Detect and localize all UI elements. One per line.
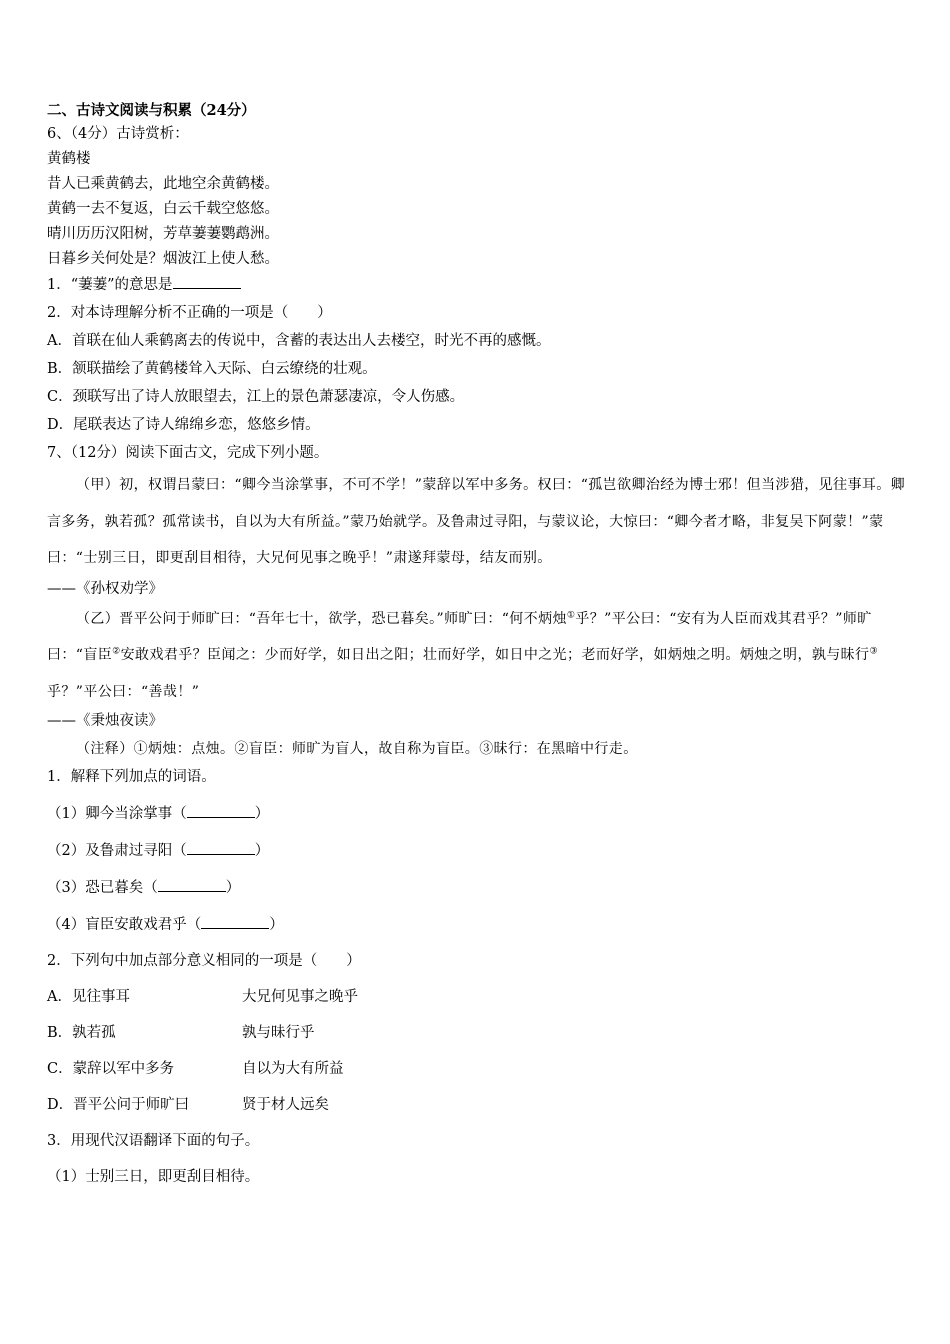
poem-line: 日暮乡关何处是？烟波江上使人愁。 bbox=[47, 251, 279, 267]
close-paren: ） bbox=[225, 880, 241, 897]
q7-sub2-option-b bbox=[47, 1023, 907, 1043]
poem-line: 黄鹤一去不复返，白云千载空悠悠。 bbox=[47, 201, 279, 217]
passage-b-part1: （乙）晋平公问于师旷曰：“吾年七十，欲学，恐已暮矣。”师旷曰：“何不炳烛 bbox=[76, 610, 567, 627]
q6-option-c: C．颈联写出了诗人放眼望去，江上的景色萧瑟凄凉，令人伤感。 bbox=[47, 389, 465, 405]
q6-option-a: A．首联在仙人乘鹤离去的传说中，含蓄的表达出人去楼空，时光不再的感慨。 bbox=[47, 333, 551, 349]
q7-sub1-item bbox=[47, 803, 907, 824]
close-paren: ） bbox=[254, 843, 270, 860]
answer-blank[interactable] bbox=[187, 840, 255, 855]
source-b: ——《秉烛夜读》 bbox=[47, 712, 163, 729]
option-right: 贤于材人远矣 bbox=[242, 1097, 329, 1114]
answer-blank[interactable] bbox=[187, 803, 255, 818]
passage-b bbox=[47, 601, 907, 711]
q7-sub2-option-a bbox=[47, 987, 907, 1007]
answer-blank[interactable] bbox=[201, 914, 269, 929]
option-right: 大兄何见事之晚乎 bbox=[242, 989, 358, 1006]
poem-line: 晴川历历汉阳树，芳草萋萋鹦鹉洲。 bbox=[47, 226, 279, 242]
poem-line: 昔人已乘黄鹤去，此地空余黄鹤楼。 bbox=[47, 176, 279, 192]
option-right: 孰与昧行乎 bbox=[242, 1025, 315, 1042]
item-text: （3）恐已暮矣（ bbox=[47, 880, 158, 897]
item-text: （2）及鲁肃过寻阳（ bbox=[47, 843, 187, 860]
poem-title: 黄鹤楼 bbox=[47, 151, 91, 167]
q6-header: 6、（4分）古诗赏析： bbox=[47, 126, 189, 142]
passage-b-part3: 安敢戏君乎？臣闻之：少而好学，如日出之阳；壮而好学，如日中之光；老而好学，如炳烛之明。炳烛之明，孰与昧行 bbox=[120, 647, 870, 664]
q7-sub2: 2．下列句中加点部分意义相同的一项是（ ） bbox=[47, 953, 361, 970]
item-text: （4）盲臣安敢戏君乎（ bbox=[47, 917, 202, 934]
answer-blank[interactable] bbox=[173, 274, 241, 289]
close-paren: ） bbox=[269, 917, 284, 934]
q6-sub1 bbox=[47, 274, 907, 295]
option-left: A．见往事耳 bbox=[47, 989, 130, 1006]
option-left: C．蒙辞以军中多务 bbox=[47, 1061, 175, 1078]
item-text: （1）卿今当涂掌事（ bbox=[47, 806, 187, 823]
source-a: ——《孙权劝学》 bbox=[47, 580, 163, 597]
q7-sub1-item bbox=[47, 914, 907, 935]
q7-sub1-item bbox=[47, 840, 907, 861]
answer-blank[interactable] bbox=[158, 877, 226, 892]
note-ref-1: ① bbox=[566, 610, 576, 621]
q7-sub2-option-d bbox=[47, 1095, 907, 1115]
q6-sub1-text: 1．“萋萋”的意思是 bbox=[47, 277, 173, 293]
note-ref-2: ② bbox=[112, 646, 121, 657]
passage-a: （甲）初，权谓吕蒙曰：“卿今当涂掌事，不可不学！”蒙辞以军中多务。权曰：“孤岂欲卿治经为博士邪！但当涉猎，见往事耳。卿言多务，孰若孤？孤常读书，自以为大有所益。”蒙乃始就学。及鲁肃过寻阳，与蒙议论，大惊曰：“卿今者才略，非复吴下阿蒙！”蒙曰：“士别三日，即更刮目相待，大兄何见事之晚乎！”肃遂拜蒙母，结友而别。 bbox=[47, 477, 906, 567]
note-ref-3: ③ bbox=[869, 646, 878, 657]
notes: （注释）①炳烛：点烛。②盲臣：师旷为盲人，故自称为盲臣。③昧行：在黑暗中行走。 bbox=[76, 740, 638, 757]
q7-sub3-item: （1）士别三日，即更刮目相待。 bbox=[47, 1169, 260, 1186]
passage-b-part4: 乎？”平公曰：“善哉！” bbox=[47, 683, 200, 700]
option-right: 自以为大有所益 bbox=[242, 1061, 344, 1078]
option-left: D．晋平公问于师旷曰 bbox=[47, 1097, 190, 1114]
q6-sub2: 2．对本诗理解分析不正确的一项是（ ） bbox=[47, 305, 332, 321]
section-title: 二、古诗文阅读与积累（24分） bbox=[47, 102, 256, 119]
q7-sub1-item bbox=[47, 877, 907, 898]
q6-option-b: B．颔联描绘了黄鹤楼耸入天际、白云缭绕的壮观。 bbox=[47, 361, 377, 377]
q7-sub2-option-c bbox=[47, 1059, 907, 1079]
q6-option-d: D．尾联表达了诗人绵绵乡恋，悠悠乡情。 bbox=[47, 417, 320, 433]
q7-sub1: 1．解释下列加点的词语。 bbox=[47, 769, 216, 786]
q7-header: 7、（12分）阅读下面古文，完成下列小题。 bbox=[47, 445, 329, 461]
document-page bbox=[47, 101, 907, 1187]
passage-b-part2: 乎？”平公曰：“安有为人臣而戏其君乎？”师旷曰：“盲臣 bbox=[47, 610, 872, 664]
option-left: B．孰若孤 bbox=[47, 1025, 116, 1042]
q7-sub3: 3．用现代汉语翻译下面的句子。 bbox=[47, 1133, 260, 1150]
close-paren: ） bbox=[254, 806, 270, 823]
